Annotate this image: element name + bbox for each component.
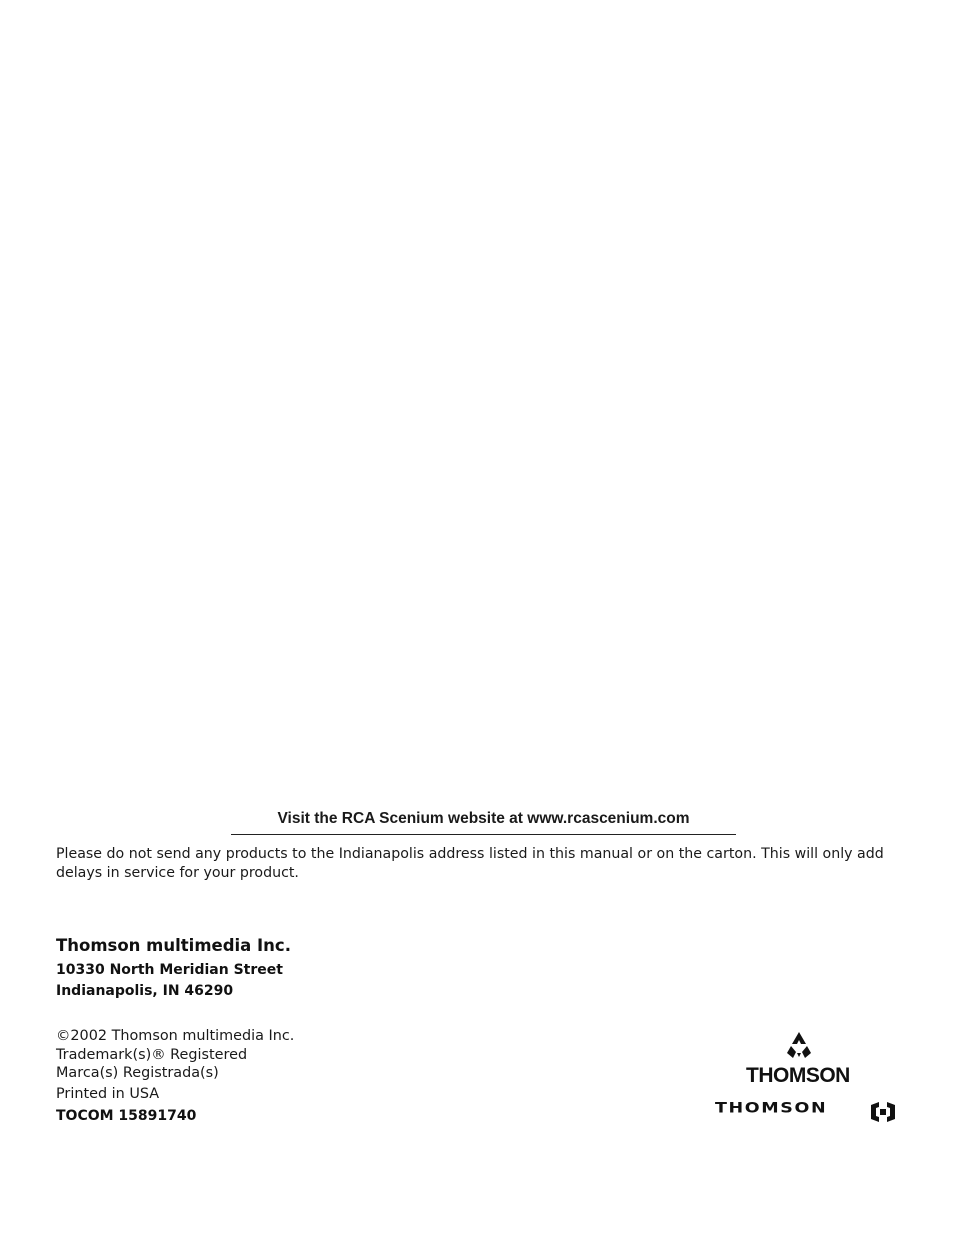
- thomson-triangle-icon: [787, 1032, 811, 1062]
- thomson-bracket-icon: [869, 1101, 897, 1127]
- thomson-wordmark-secondary: THOMSON: [715, 1100, 828, 1117]
- thomson-logo-group: [706, 1030, 906, 1130]
- website-promo: Visit the RCA Scenium website at www.rcascenium.com: [231, 808, 736, 835]
- trademark-line: Trademark(s)® Registered: [56, 1047, 248, 1063]
- company-name: Thomson multimedia Inc.: [56, 936, 291, 955]
- tocom-code: TOCOM 15891740: [56, 1108, 197, 1124]
- shipping-notice: Please do not send any products to the Indianapolis address listed in this manual or on the carton. This will only add delays in service for your product.: [56, 846, 884, 881]
- marca-line: Marca(s) Registrada(s): [56, 1065, 219, 1081]
- company-city: Indianapolis, IN 46290: [56, 983, 234, 999]
- thomson-wordmark-primary: THOMSON: [746, 1064, 850, 1087]
- copyright-line: ©2002 Thomson multimedia Inc.: [56, 1028, 295, 1044]
- printed-line: Printed in USA: [56, 1086, 160, 1102]
- company-street: 10330 North Meridian Street: [56, 962, 283, 978]
